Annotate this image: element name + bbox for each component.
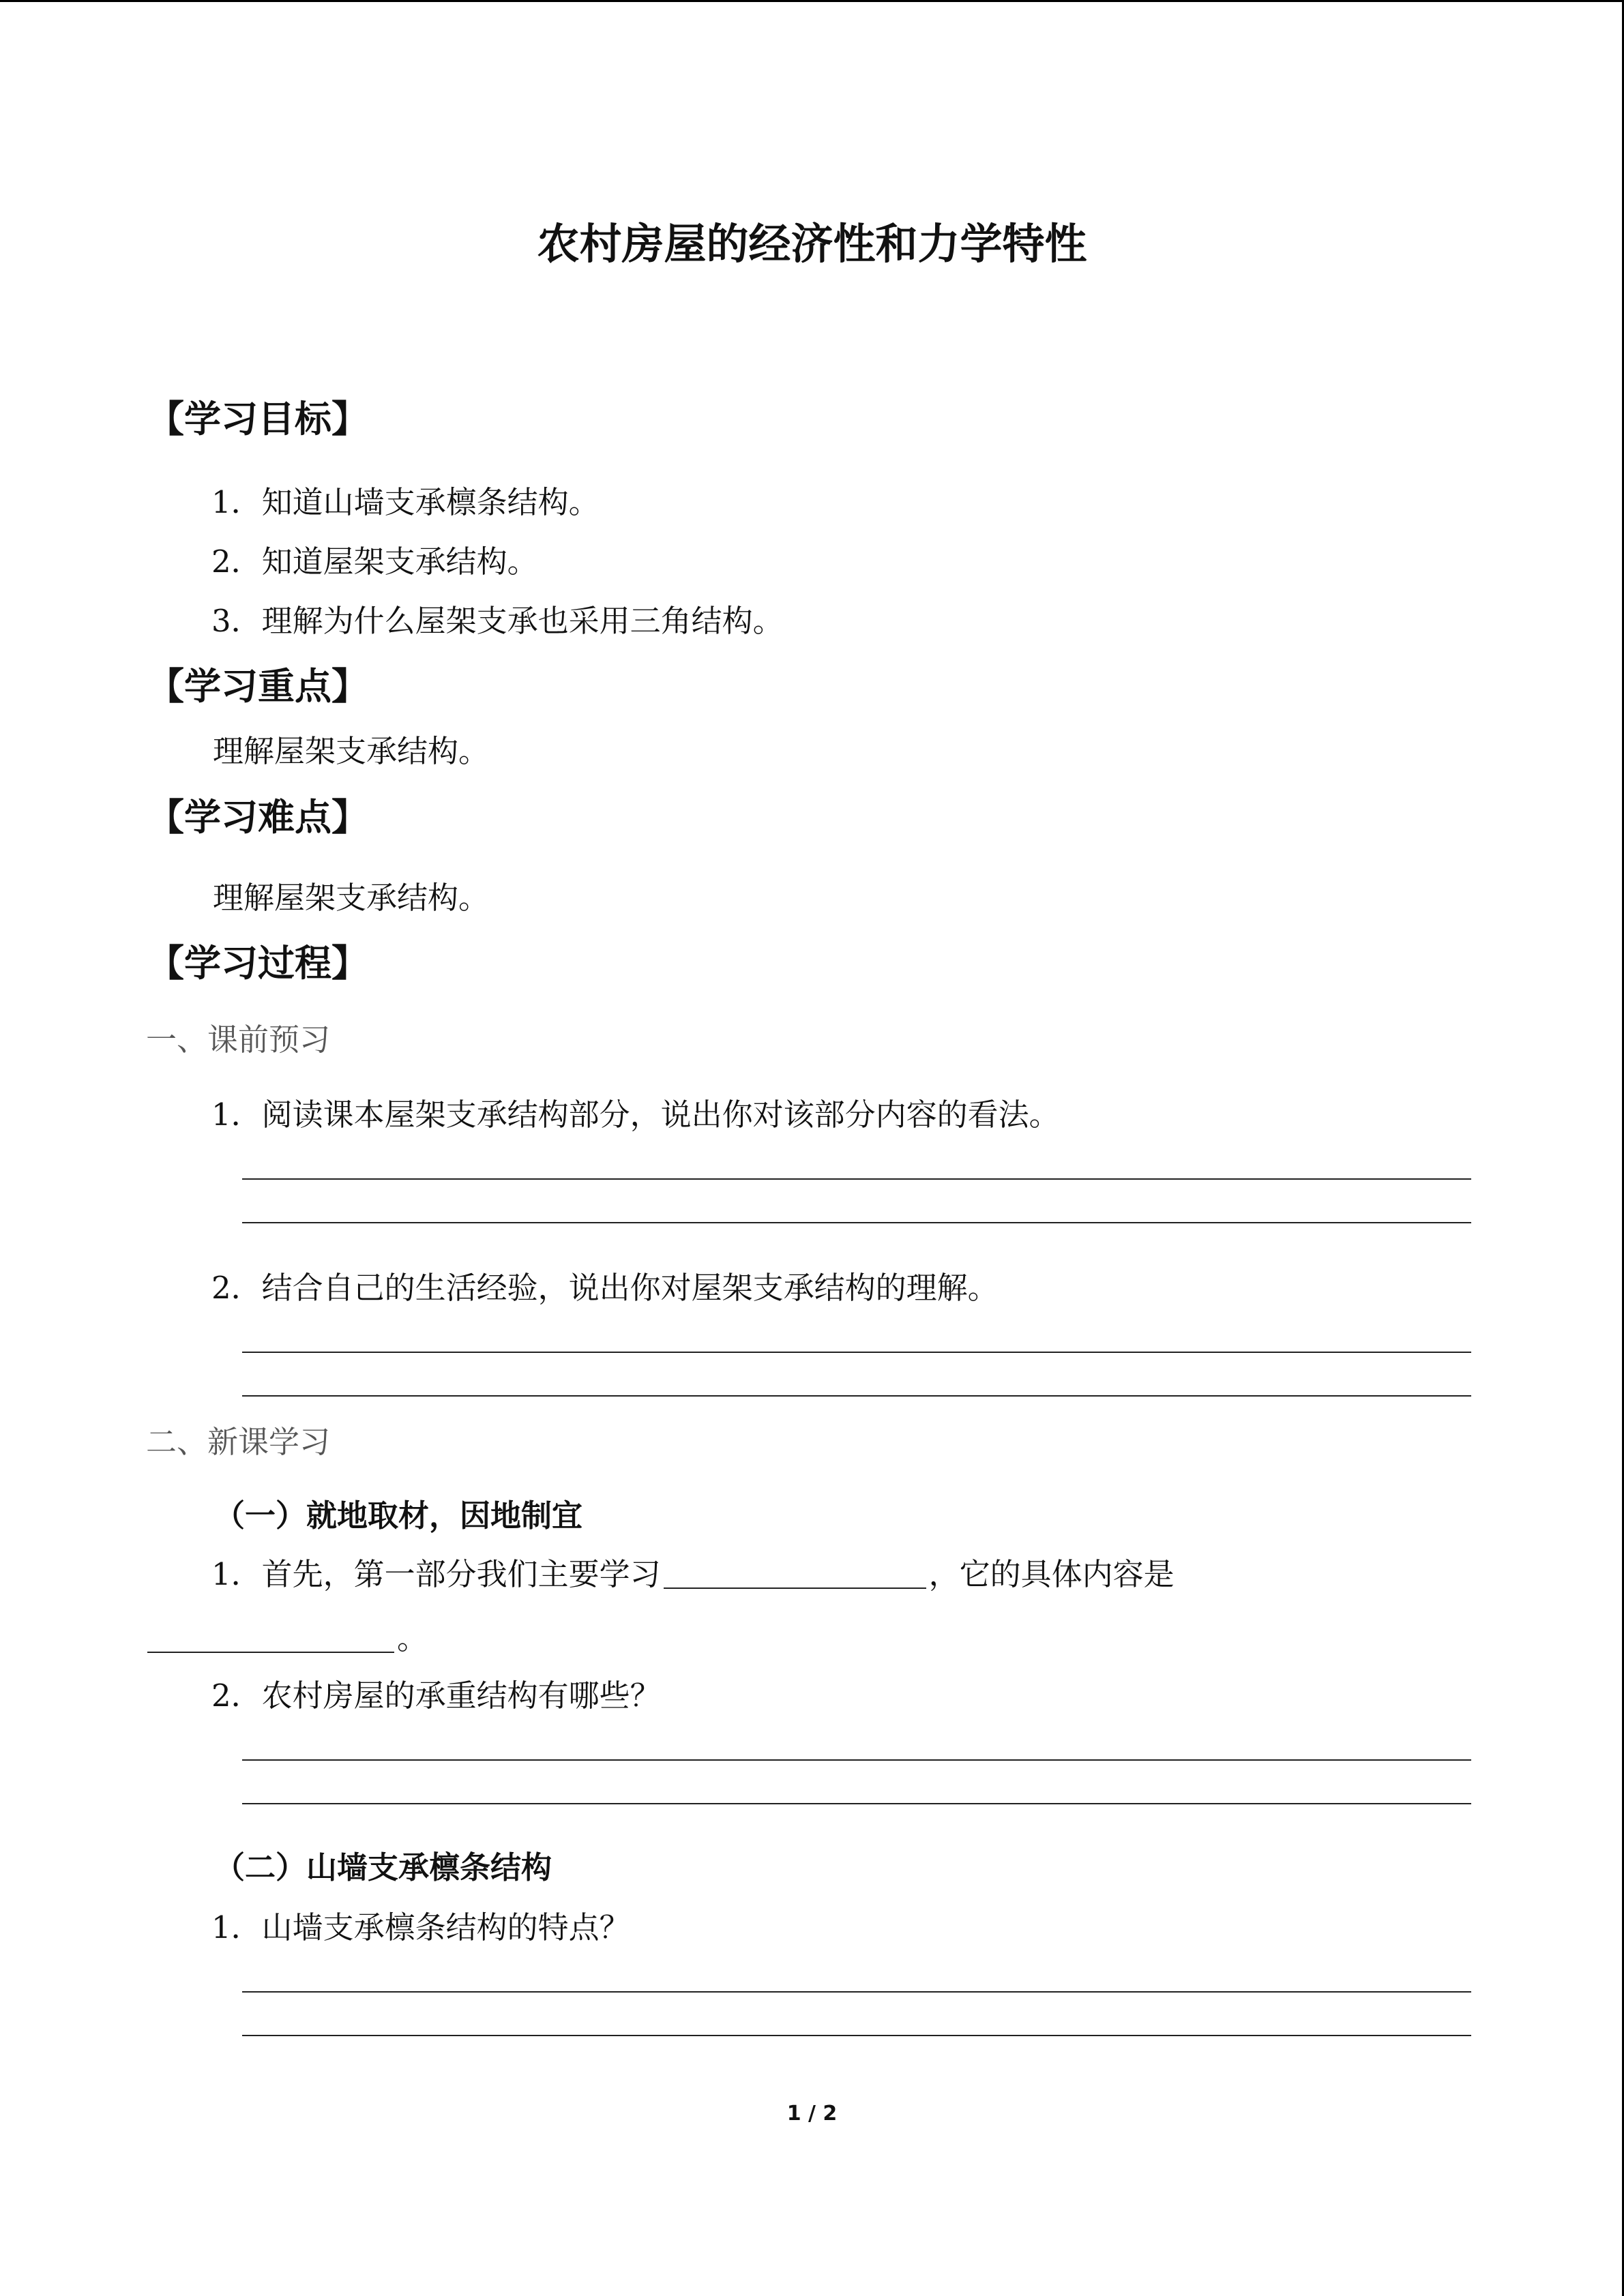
page-title: 农村房屋的经济性和力学特性 <box>537 219 1087 269</box>
difficulties-text: 理解屋架支承结构。 <box>213 880 490 916</box>
process-heading: 【学习过程】 <box>147 941 368 985</box>
answer-line <box>242 1395 1471 1397</box>
answer-line <box>242 1803 1471 1804</box>
answer-line <box>242 1759 1471 1761</box>
page-number: 1 / 2 <box>786 2102 838 2126</box>
top-border <box>0 0 1624 2</box>
answer-line <box>242 1222 1471 1223</box>
part2-question-1: 1．山墙支承檩条结构的特点？ <box>211 1909 630 1945</box>
fill-blank <box>147 1652 394 1653</box>
answer-line <box>242 1352 1471 1353</box>
preview-section-title: 一、课前预习 <box>146 1022 331 1058</box>
key-points-text: 理解屋架支承结构。 <box>213 733 490 769</box>
answer-line <box>242 1991 1471 1993</box>
part1-question-2: 2．农村房屋的承重结构有哪些？ <box>211 1678 661 1714</box>
answer-line <box>242 1178 1471 1180</box>
preview-question-2: 2．结合自己的生活经验，说出你对屋架支承结构的理解。 <box>211 1270 999 1306</box>
difficulties-heading: 【学习难点】 <box>147 795 368 839</box>
question-text: ，它的具体内容是 <box>928 1556 1175 1592</box>
answer-line <box>242 2035 1471 2036</box>
question-text: 1．首先，第一部分我们主要学习 <box>211 1556 661 1592</box>
objective-item: 2．知道屋架支承结构。 <box>211 543 538 580</box>
preview-question-1: 1．阅读课本屋架支承结构部分，说出你对该部分内容的看法。 <box>211 1097 1060 1133</box>
objective-item: 3．理解为什么屋架支承也采用三角结构。 <box>211 603 784 639</box>
part1-question-1-continued <box>147 1613 428 1658</box>
part1-question-1 <box>211 1549 1175 1594</box>
part2-heading: （二）山墙支承檩条结构 <box>214 1849 552 1885</box>
key-points-heading: 【学习重点】 <box>147 664 368 708</box>
part1-heading: （一）就地取材，因地制宜 <box>214 1497 583 1534</box>
objective-item: 1．知道山墙支承檩条结构。 <box>211 484 600 520</box>
question-end: 。 <box>397 1620 428 1656</box>
new-lesson-section-title: 二、新课学习 <box>146 1424 331 1460</box>
objectives-heading: 【学习目标】 <box>147 397 368 441</box>
fill-blank <box>664 1587 926 1589</box>
